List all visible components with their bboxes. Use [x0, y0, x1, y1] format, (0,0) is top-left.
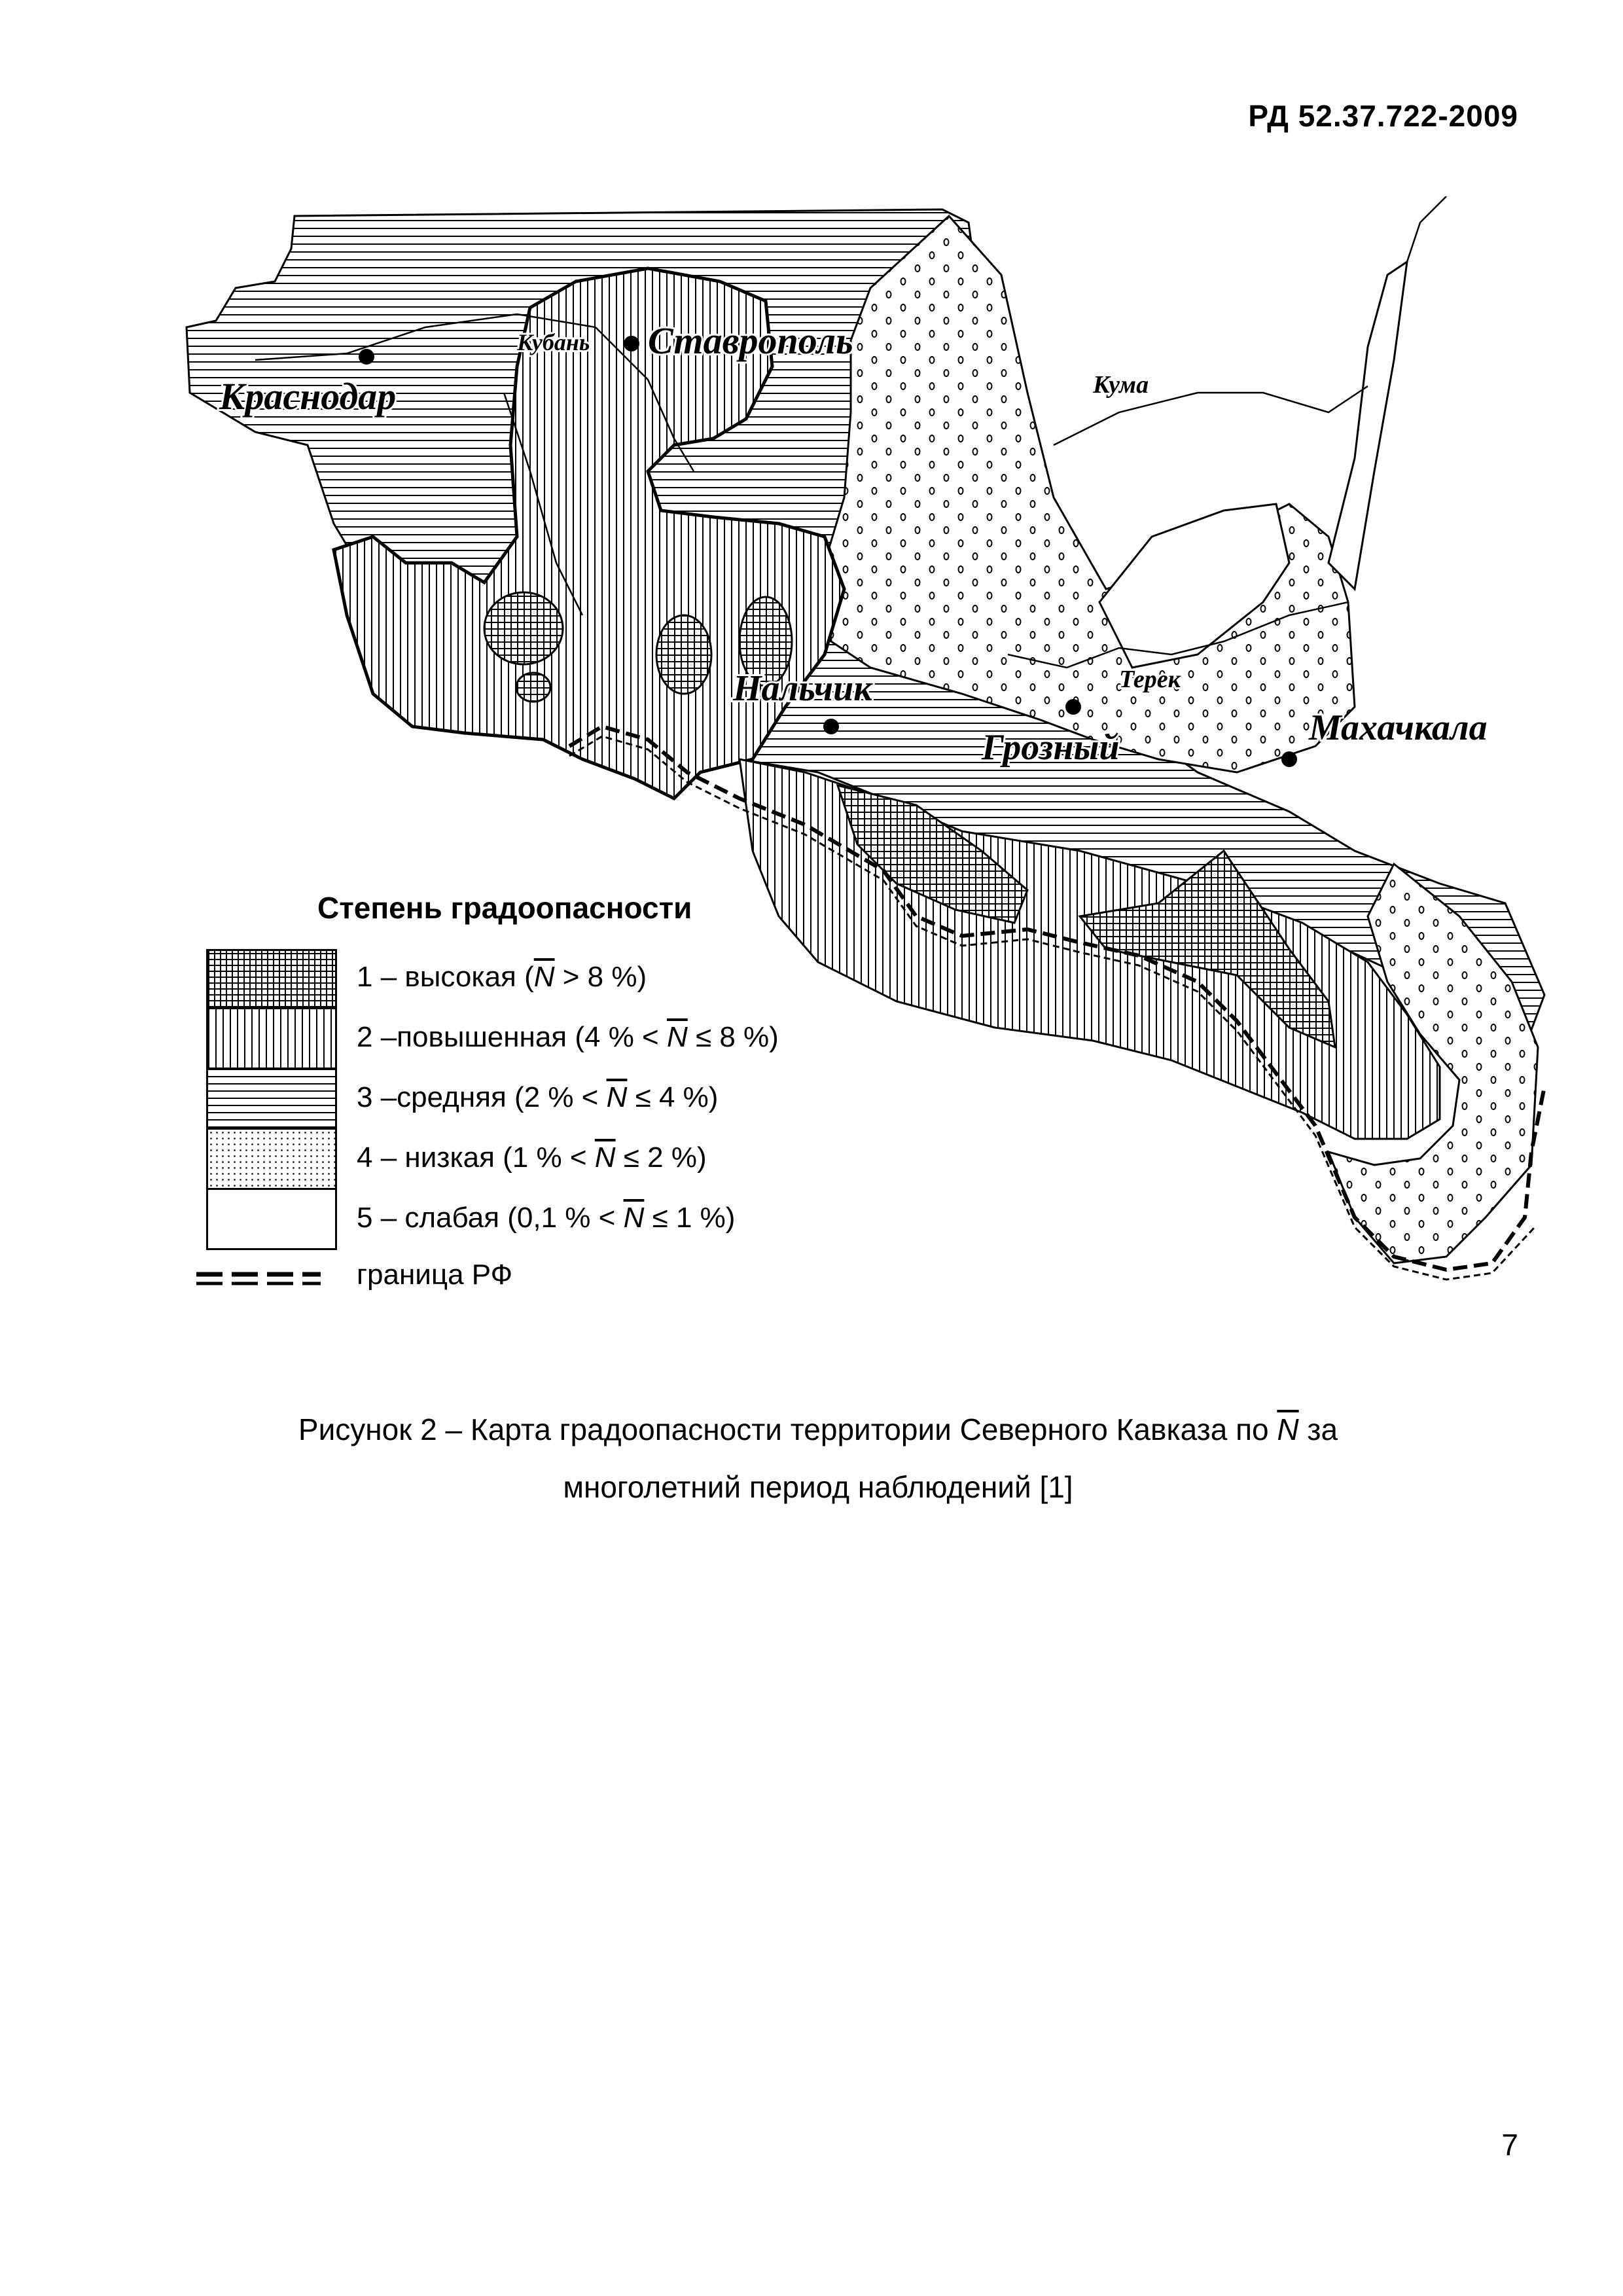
- river-label-kuban: Кубань: [517, 329, 590, 355]
- city-dot-stavropol: [624, 336, 639, 351]
- zone-high-3: [656, 615, 711, 694]
- legend-label-weak: 5 – слабая (0,1 % < $\overline{N} \le 1$ %): [357, 1202, 736, 1234]
- caption-line-1: Рисунок 2 – Карта градоопасности территории Северного Кавказа по $\overline{N}$ за: [298, 1412, 1338, 1446]
- city-dot-grozny: [1065, 699, 1081, 715]
- river-label-terek: Терек: [1119, 666, 1181, 693]
- zone-high-2: [516, 673, 550, 702]
- legend-label-elevated: 2 –повышенная (4 % < $\overline{N} \le 8$ %): [357, 1021, 779, 1053]
- page-number: 7: [1501, 2128, 1518, 2162]
- city-dot-nalchik: [823, 719, 839, 734]
- legend-swatch-vertical: [206, 1009, 337, 1069]
- legend-label-medium: 3 –средняя (2 % < $\overline{N} \le 4$ %): [357, 1081, 719, 1113]
- legend-label-high: 1 – высокая ($\overline{N} > 8$ %): [357, 961, 647, 993]
- legend-swatch-blank: [206, 1190, 337, 1250]
- zone-high-1: [484, 592, 563, 664]
- legend-swatch-horizontal: [206, 1069, 337, 1130]
- river-label-kuma: Кума: [1093, 371, 1149, 399]
- document-code: РД 52.37.722-2009: [1248, 99, 1518, 133]
- legend-item-high: [196, 949, 916, 1009]
- city-dot-makhachkala: [1281, 751, 1297, 767]
- city-label-makhachkala: Махачкала: [1309, 708, 1488, 748]
- legend-swatch-grid: [206, 949, 337, 1009]
- city-label-stavropol: Ставрополь: [648, 319, 853, 362]
- legend-swatch-dots: [206, 1130, 337, 1190]
- legend-border-line: [196, 1270, 321, 1287]
- zone-weak-far-east: [1329, 262, 1407, 589]
- city-dot-krasnodar: [359, 349, 374, 365]
- legend-item-weak: [196, 1190, 916, 1250]
- legend-item-medium: [196, 1069, 916, 1130]
- city-label-krasnodar: Краснодар: [219, 375, 397, 418]
- city-label-grozny: Грозный: [982, 727, 1120, 768]
- figure-caption: [196, 1401, 1440, 1516]
- legend-item-low: [196, 1130, 916, 1190]
- legend-item-border: [196, 1253, 916, 1314]
- legend-label-border: граница РФ: [357, 1259, 513, 1291]
- legend-label-low: 4 – низкая (1 % < $\overline{N} \le 2$ %): [357, 1141, 707, 1174]
- legend-item-elevated: [196, 1009, 916, 1069]
- legend-title: Степень градоопасности: [317, 891, 692, 925]
- city-label-nalchik: Нальчик: [733, 668, 872, 709]
- caption-line-2: многолетний период наблюдений [1]: [563, 1470, 1073, 1504]
